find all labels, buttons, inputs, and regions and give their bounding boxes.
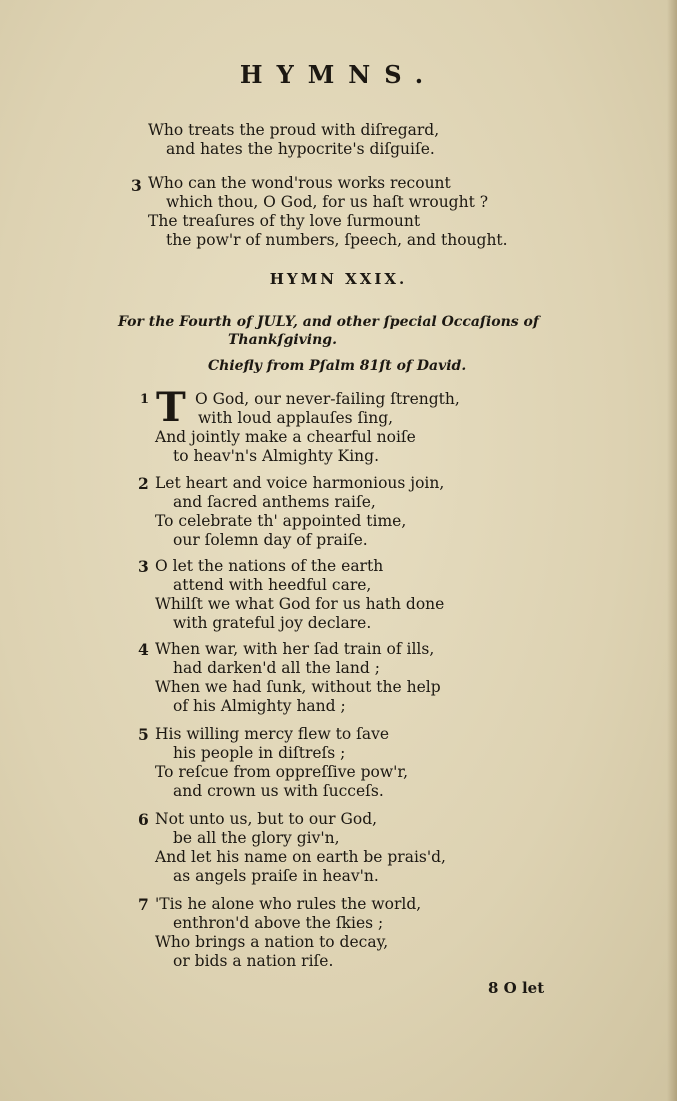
verse-line: the pow'r of numbers, ſpeech, and thought.: [166, 231, 508, 249]
stanza-number: 6: [138, 810, 149, 829]
verse-line: O let the nations of the earth: [155, 557, 384, 575]
verse-line: and crown us with ſucceſs.: [173, 782, 384, 800]
stanza-number: 5: [138, 725, 149, 744]
stanza-7: [138, 895, 422, 971]
stanza-previous-3: [131, 174, 508, 250]
verse-line: with loud applauſes ſing,: [198, 409, 394, 427]
stanza-number: 2: [138, 474, 149, 493]
verse-line: with grateful joy declare.: [173, 614, 372, 632]
stanza-2: [138, 474, 445, 550]
verse-line: And let his name on earth be prais'd,: [155, 848, 446, 866]
hymn-source: Chiefly from Pſalm 81ſt of David.: [208, 358, 467, 374]
stanza-number: 1: [140, 392, 150, 407]
verse-line: O God, our never-failing ſtrength,: [195, 390, 460, 408]
verse-line: or bids a nation riſe.: [173, 952, 334, 970]
verse-line: had darken'd all the land ;: [173, 659, 380, 677]
stanza-previous-end: [148, 121, 439, 159]
occasion-line-2: Thankſgiving.: [228, 332, 337, 348]
verse-line: His willing mercy flew to ſave: [155, 725, 390, 743]
stanza-1: [155, 384, 460, 466]
verse-line: Who can the wond'rous works recount: [148, 174, 451, 192]
catchword: 8 O let: [488, 979, 545, 997]
verse-line: Not unto us, but to our God,: [155, 810, 378, 828]
verse-line: Who brings a nation to decay,: [155, 933, 389, 951]
verse-line: 'Tis he alone who rules the world,: [155, 895, 422, 913]
hymn-title: HYMN XXIX.: [269, 270, 408, 288]
verse-line: be all the glory giv'n,: [173, 829, 340, 847]
page-edge-shadow: [667, 0, 677, 1101]
drop-cap: T: [156, 384, 186, 431]
stanza-number: 3: [131, 176, 142, 195]
verse-line: enthron'd above the ſkies ;: [173, 914, 384, 932]
stanza-number: 3: [138, 557, 149, 576]
verse-line: The treaſures of thy love ſurmount: [148, 212, 421, 230]
stanza-6: [138, 810, 446, 886]
verse-line: To celebrate th' appointed time,: [155, 512, 407, 530]
stanza-3: [138, 557, 445, 633]
stanza-number: 4: [138, 640, 149, 659]
verse-line: To reſcue from oppreſſive pow'r,: [155, 763, 409, 781]
verse-line: which thou, O God, for us haſt wrought ?: [166, 193, 489, 211]
verse-line: And jointly make a chearful noiſe: [155, 428, 416, 446]
verse-line: When we had ſunk, without the help: [155, 678, 441, 696]
verse-line: and hates the hypocrite's diſguiſe.: [166, 140, 435, 158]
verse-line: of his Almighty hand ;: [173, 697, 346, 715]
verse-line: attend with heedful care,: [173, 576, 372, 594]
verse-line: Let heart and voice harmonious join,: [155, 474, 445, 492]
verse-line: Whilſt we what God for us hath done: [155, 595, 445, 613]
verse-line: and ſacred anthems raiſe,: [173, 493, 376, 511]
verse-line: Who treats the proud with diſregard,: [148, 121, 440, 139]
occasion-line-1: For the Fourth of JULY, and other ſpecial Occaſions of: [118, 314, 539, 330]
verse-line: his people in diſtreſs ;: [173, 744, 346, 762]
verse-line: to heav'n's Almighty King.: [173, 447, 380, 465]
hymn-occasion: [118, 313, 568, 349]
stanza-number: 7: [138, 895, 149, 914]
stanza-5: [138, 725, 409, 801]
verse-line: as angels praiſe in heav'n.: [173, 867, 379, 885]
verse-line: When war, with her ſad train of ills,: [155, 640, 435, 658]
verse-line: our ſolemn day of praiſe.: [173, 531, 368, 549]
running-header: HYMNS.: [239, 60, 438, 89]
stanza-4: [138, 640, 441, 716]
